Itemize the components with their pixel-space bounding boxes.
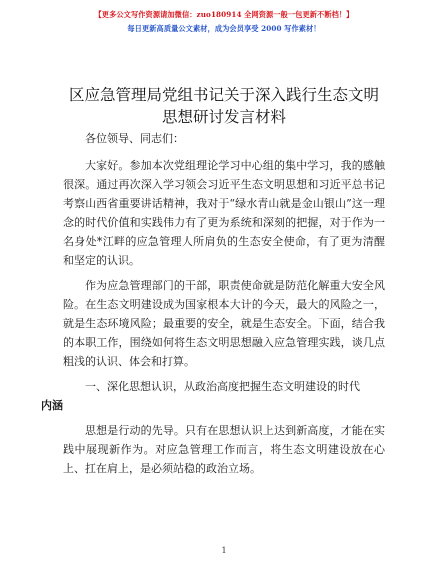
- section-heading-1-text: 一、深化思想认识，从政治高度把握生态文明建设的时代: [85, 380, 360, 393]
- promo-banner: [0, 10, 448, 34]
- promo-banner-line1: 【更多公文写作资源请加微信：zuo180914 全网资源一般一包更新不断档！】: [94, 10, 354, 19]
- section-heading-1-continuation: 内涵: [41, 399, 63, 412]
- document-title: [0, 84, 448, 128]
- title-line1: 区应急管理局党组书记关于深入践行生态文明: [68, 86, 379, 104]
- title-line2: 思想研讨发言材料: [161, 108, 286, 126]
- page-number: 1: [221, 546, 227, 555]
- promo-banner-line2: 每日更新高质量公文素材，成为会员享受 2000 写作素材！: [127, 24, 321, 33]
- paragraph-section-1: 思想是行动的先导。只有在思想认识上达到新高度，才能在实践中展现新作为。对应急管理工作而言，将生态文明建设放在心上、扛在肩上，是必须站稳的政治立场。: [63, 424, 385, 475]
- paragraph-context: 作为应急管理部门的干部，职责使命就是防范化解重大安全风险。在生态文明建设成为国家根本大计的今天，最大的风险之一，就是生态环境风险；最重要的安全，就是生态安全。下面，结合我的本职工作，围绕如何将生态文明思想融入应急管理实践，谈几点粗浅的认识、体会和打算。: [63, 279, 385, 368]
- salutation: 各位领导、同志们：: [85, 132, 184, 145]
- section-heading-1: [41, 377, 385, 415]
- document-body: [41, 129, 385, 484]
- paragraph-intro: 大家好。参加本次党组理论学习中心组的集中学习，我的感触很深。通过再次深入学习领会习近平生态文明思想和习近平总书记考察山西省重要讲话精神，我对于“绿水青山就是金山银山”这一理念的时代价值和实践伟力有了更为系统和深刻的把握，对于作为一名身处*江畔的应急管理人所肩负的生态安全使命，有了更为清醒和坚定的认识。: [63, 159, 385, 267]
